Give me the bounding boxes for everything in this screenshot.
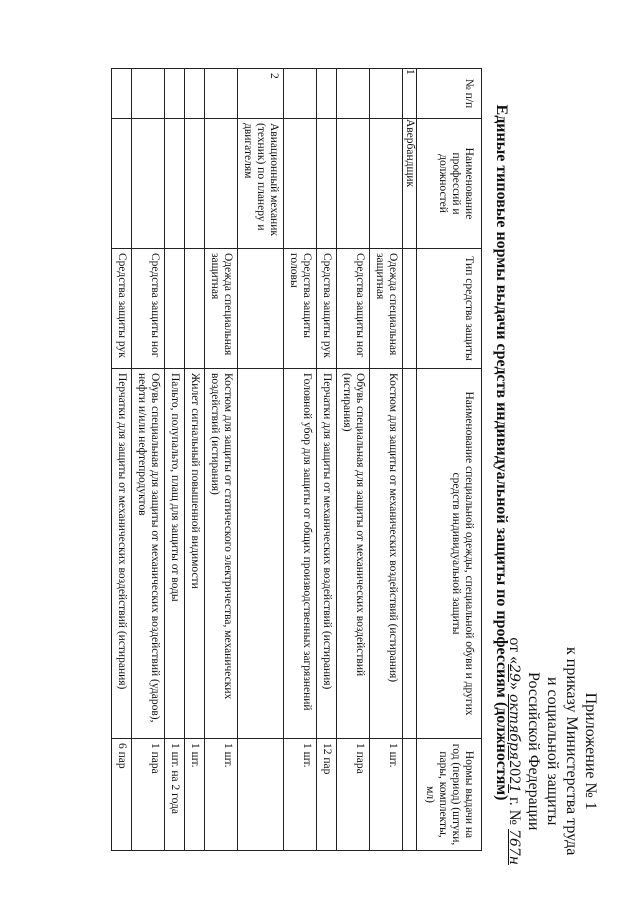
appendix-block	[504, 637, 600, 865]
profession-name: Авербандщик	[403, 119, 417, 249]
date-prefix: от «	[506, 637, 523, 665]
table-header-row	[417, 69, 482, 851]
item-norm: 1 шт. на 2 года	[165, 739, 185, 851]
item-type: Средства защиты рук	[112, 249, 132, 369]
item-norm: 1 шт.	[370, 739, 403, 851]
item-norm: 1 шт.	[185, 739, 205, 851]
date-mid: »	[506, 681, 523, 690]
empty-cell	[238, 739, 284, 851]
empty-cell	[238, 249, 284, 369]
empty-cell	[185, 69, 205, 119]
empty-cell	[370, 69, 403, 119]
item-norm: 1 пара	[337, 739, 370, 851]
empty-cell	[403, 369, 417, 739]
item-name: Перчатки для защиты от механических воздействий (истирания)	[112, 369, 132, 739]
appendix-line2: к приказу Министерства труда	[563, 646, 580, 856]
empty-cell	[165, 119, 185, 249]
date-month: октября	[506, 693, 522, 761]
empty-cell	[112, 69, 132, 119]
item-norm: 12 пар	[317, 739, 337, 851]
empty-cell	[165, 69, 185, 119]
header-num: № п/п	[417, 69, 482, 119]
empty-cell	[238, 369, 284, 739]
empty-cell	[370, 119, 403, 249]
empty-cell	[317, 119, 337, 249]
profession-row	[238, 69, 284, 851]
empty-cell	[403, 739, 417, 851]
item-name: Костюм для защиты от механических воздействий (истирания)	[370, 369, 403, 739]
item-name: Перчатки для защиты от механических воздействий (истирания)	[317, 369, 337, 739]
item-norm: 1 пара	[132, 739, 165, 851]
item-type: Одежда специальная защитная	[205, 249, 238, 369]
empty-cell	[284, 119, 317, 249]
empty-cell	[132, 119, 165, 249]
empty-cell	[337, 69, 370, 119]
table-row	[284, 69, 317, 851]
appendix-line4: Российской Федерации	[525, 671, 542, 831]
empty-cell	[205, 119, 238, 249]
item-type: Средства защиты головы	[284, 249, 317, 369]
empty-cell	[317, 69, 337, 119]
empty-cell	[185, 119, 205, 249]
appendix-line1: Приложение № 1	[582, 692, 599, 810]
table-row	[185, 69, 205, 851]
item-type	[165, 249, 185, 369]
item-name: Головной убор для защиты от общих производственных загрязнений	[284, 369, 317, 739]
year-suffix: г. №	[506, 793, 523, 826]
profession-name: Авиационный механик (техник) по планеру и двигателям	[238, 119, 284, 249]
year-prefix: 202	[506, 760, 523, 785]
table-row	[112, 69, 132, 851]
table-row	[337, 69, 370, 851]
item-name: Обувь специальная для защиты от механических воздействий (ударов), нефти и/или нефтепродуктов	[132, 369, 165, 739]
item-norm: 6 пар	[112, 739, 132, 851]
item-type: Средства защиты ног	[337, 249, 370, 369]
header-name: Наименование специальной одежды, специальной обуви и других средств индивидуальной защиты	[417, 369, 482, 739]
header-type: Тип средства защиты	[417, 249, 482, 369]
appendix-line3: и социальной защиты	[544, 676, 561, 826]
empty-cell	[205, 69, 238, 119]
empty-cell	[132, 69, 165, 119]
item-type	[185, 249, 205, 369]
table-row	[370, 69, 403, 851]
empty-cell	[112, 119, 132, 249]
item-norm: 1 шт.	[284, 739, 317, 851]
table-row	[132, 69, 165, 851]
year-last: 1	[506, 784, 522, 794]
item-name: Пальто, полупальто, плащ для защиты от воды	[165, 369, 185, 739]
norms-table	[111, 68, 482, 851]
empty-cell	[337, 119, 370, 249]
item-name: Обувь специальная для защиты от механических воздействий (истирания)	[337, 369, 370, 739]
item-name: Костюм для защиты от статического электричества, механических воздействий (истирания)	[205, 369, 238, 739]
profession-num: 2	[238, 69, 284, 119]
empty-cell	[284, 69, 317, 119]
date-day: 29	[506, 664, 522, 682]
item-type: Средства защиты рук	[317, 249, 337, 369]
profession-row	[403, 69, 417, 851]
profession-num: 1	[403, 69, 417, 119]
document-title: Единые типовые нормы выдачи средств индивидуальной защиты по профессиям (должностям)	[493, 104, 510, 801]
item-type: Средства защиты ног	[132, 249, 165, 369]
header-norm: Нормы выдачи на год (период) (штуки, пары, комплекты, мл)	[417, 739, 482, 851]
item-type: Одежда специальная защитная	[370, 249, 403, 369]
order-number: 767н	[506, 829, 522, 865]
table-row	[165, 69, 185, 851]
item-name: Жилет сигнальный повышенной видимости	[185, 369, 205, 739]
empty-cell	[403, 249, 417, 369]
item-norm: 1 шт.	[205, 739, 238, 851]
table-row	[205, 69, 238, 851]
table-row	[317, 69, 337, 851]
header-profession: Наименование профессий и должностей	[417, 119, 482, 249]
